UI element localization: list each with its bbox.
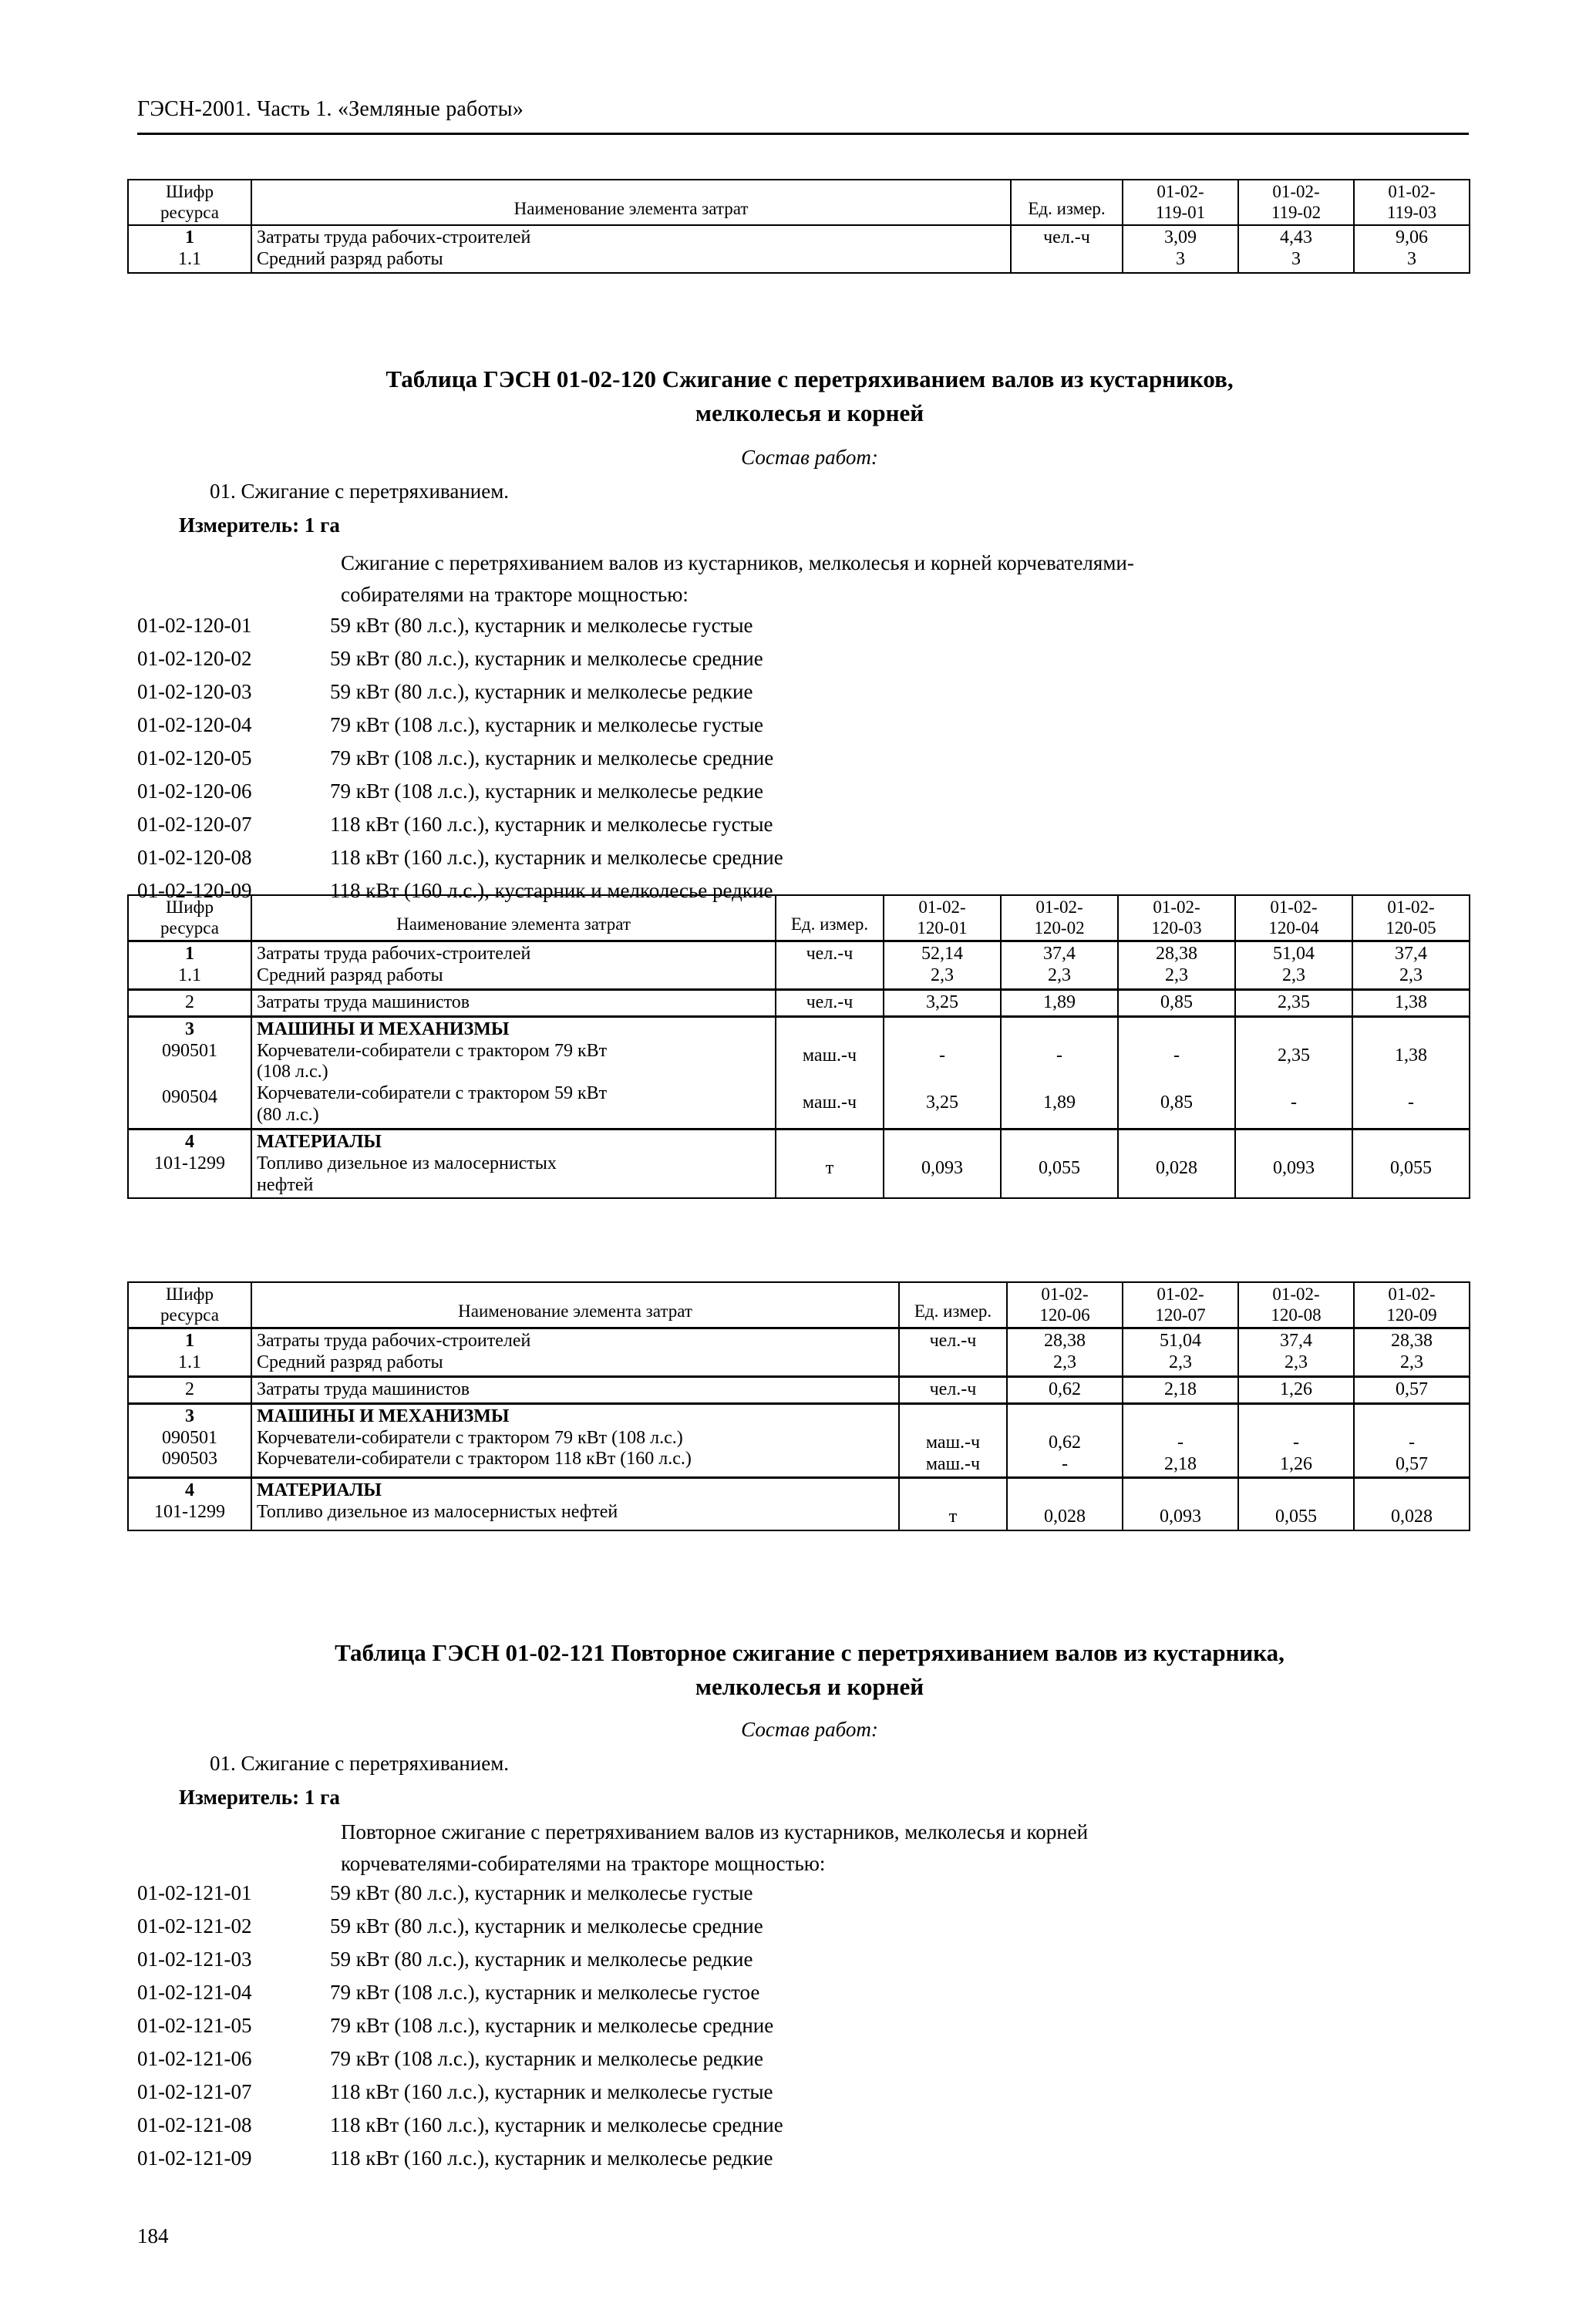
item-desc: 118 кВт (160 л.с.), кустарник и мелколесье редкие: [330, 2146, 773, 2170]
item-code: 01-02-121-09: [137, 2146, 252, 2170]
cell-resource-code: 3 090501 090504: [128, 1016, 251, 1129]
th-resource-code: Шифр ресурса: [128, 895, 251, 941]
table-row-labour: [128, 1328, 1470, 1377]
cell-value: 3,25: [884, 990, 1001, 1017]
item-desc: 79 кВт (108 л.с.), кустарник и мелколесье средние: [330, 746, 774, 769]
item-code: 01-02-120-07: [137, 813, 252, 836]
section-lead-120: Сжигание с перетряхиванием валов из кустарников, мелколесья и корней корчевателями- собирателями на тракторе мощностью:: [341, 551, 1134, 607]
cell-value: 0,055: [1352, 1129, 1470, 1198]
sostav-rabot-label-121: Состав работ:: [741, 1718, 878, 1741]
item-desc: 118 кВт (160 л.с.), кустарник и мелколесье средние: [330, 2113, 783, 2136]
list-item: [137, 614, 783, 647]
machine-name: Корчеватели-собиратели с трактором 59 кВт: [257, 1083, 608, 1104]
cell-element-name: [251, 1403, 899, 1478]
cell-value: - 2,18: [1123, 1403, 1238, 1478]
th-unit: Ед. измер.: [899, 1282, 1007, 1328]
cell-resource-code: 4 101-1299: [128, 1129, 251, 1198]
item-code: 01-02-121-07: [137, 2080, 252, 2103]
item-desc: 79 кВт (108 л.с.), кустарник и мелколесье редкие: [330, 779, 763, 803]
th-norm-col-0: 01-02- 119-01: [1123, 180, 1238, 225]
list-item: [137, 1914, 783, 1948]
cell-resource-code: 4 101-1299: [128, 1478, 251, 1530]
th-element-name: Наименование элемента затрат: [251, 895, 776, 941]
cell-element-name: Затраты труда машинистов: [251, 990, 776, 1017]
th-norm-col-3: 01-02- 120-09: [1354, 1282, 1470, 1328]
cell-value: 0,62: [1007, 1377, 1123, 1404]
cell-unit: чел.-ч: [899, 1328, 1007, 1377]
cell-value: 1,26: [1238, 1377, 1354, 1404]
cell-value: 4,43 3: [1238, 225, 1354, 273]
cell-element-name: Затраты труда рабочих-строителей Средний разряд работы: [251, 1328, 899, 1377]
th-norm-col-2: 01-02- 120-08: [1238, 1282, 1354, 1328]
item-desc: 59 кВт (80 л.с.), кустарник и мелколесье густые: [330, 614, 753, 637]
cell-resource-code: 2: [128, 990, 251, 1017]
th-norm-col-1: 01-02- 120-02: [1001, 895, 1118, 941]
cell-element-name: [251, 1478, 899, 1530]
cell-value: 1,38: [1352, 990, 1470, 1017]
list-item: [137, 713, 783, 746]
cell-value: 0,055: [1001, 1129, 1118, 1198]
table-row: [128, 225, 1470, 273]
list-item: [137, 746, 783, 779]
table-row-materials-group: [128, 1129, 1470, 1198]
th-norm-col-2: 01-02- 119-03: [1354, 180, 1470, 225]
th-resource-code: Шифр ресурса: [128, 180, 251, 225]
th-element-name: Наименование элемента затрат: [251, 180, 1011, 225]
item-code: 01-02-121-01: [137, 1881, 252, 1904]
list-item: [137, 846, 783, 879]
cell-value: 2,18: [1123, 1377, 1238, 1404]
cell-value: 37,4 2,3: [1238, 1328, 1354, 1377]
izmeritel-121: Измеритель: 1 га: [179, 1786, 340, 1809]
item-desc: 59 кВт (80 л.с.), кустарник и мелколесье редкие: [330, 680, 753, 703]
item-code: 01-02-121-08: [137, 2113, 252, 2136]
table-row-labour: [128, 941, 1470, 990]
machine-name: Корчеватели-собиратели с трактором 79 кВт: [257, 1040, 608, 1061]
sostav-rabot-label-120: Состав работ:: [741, 446, 878, 469]
resource-table-120-a: [127, 894, 1470, 1199]
cell-value: - 0,57: [1354, 1403, 1470, 1478]
table-row-machines-group: [128, 1016, 1470, 1129]
cell-value: 0,85: [1118, 990, 1235, 1017]
machine-name-2: (108 л.с.): [257, 1062, 328, 1082]
item-desc: 59 кВт (80 л.с.), кустарник и мелколесье редкие: [330, 1948, 753, 1971]
cell-element-name: [251, 1129, 776, 1198]
item-code: 01-02-120-02: [137, 647, 252, 670]
list-item: [137, 647, 783, 680]
item-desc: 79 кВт (108 л.с.), кустарник и мелколесье густые: [330, 713, 763, 736]
th-norm-col-0: 01-02- 120-01: [884, 895, 1001, 941]
cell-value: 0,093: [1235, 1129, 1352, 1198]
item-code: 01-02-121-02: [137, 1914, 252, 1938]
cell-unit: т: [899, 1478, 1007, 1530]
list-item: [137, 1948, 783, 1981]
cell-element-name: Затраты труда машинистов: [251, 1377, 899, 1404]
cell-value: 2,35 -: [1235, 1016, 1352, 1129]
item-desc: 118 кВт (160 л.с.), кустарник и мелколесье редкие: [330, 879, 773, 902]
item-code: 01-02-120-01: [137, 614, 252, 637]
item-desc: 79 кВт (108 л.с.), кустарник и мелколесье густое: [330, 1981, 760, 2004]
item-code: 01-02-121-06: [137, 2047, 252, 2070]
cell-element-name: [251, 1016, 776, 1129]
cell-unit: чел.-ч: [1011, 225, 1123, 273]
machine-name-2: (80 л.с.): [257, 1105, 319, 1126]
group-label-materials: МАТЕРИАЛЫ: [257, 1131, 382, 1152]
cell-unit: т: [776, 1129, 884, 1198]
cell-unit: маш.-ч маш.-ч: [899, 1403, 1007, 1478]
cell-value: 0,055: [1238, 1478, 1354, 1530]
th-norm-col-2: 01-02- 120-03: [1118, 895, 1235, 941]
material-name: Топливо дизельное из малосернистых: [257, 1153, 557, 1173]
item-code: 01-02-121-05: [137, 2014, 252, 2037]
item-code: 01-02-120-09: [137, 879, 252, 902]
list-item: [137, 779, 783, 813]
machine-name: Корчеватели-собиратели с трактором 79 кВт (108 л.с.): [257, 1427, 683, 1448]
item-code: 01-02-120-06: [137, 779, 252, 803]
item-code: 01-02-120-04: [137, 713, 252, 736]
item-desc: 79 кВт (108 л.с.), кустарник и мелколесье средние: [330, 2014, 774, 2037]
item-code: 01-02-120-03: [137, 680, 252, 703]
cell-resource-code: 1 1.1: [128, 1328, 251, 1377]
th-unit: Ед. измер.: [1011, 180, 1123, 225]
cell-value: 0,028: [1118, 1129, 1235, 1198]
table-header-row: [128, 1282, 1470, 1328]
cell-unit: чел.-ч: [776, 990, 884, 1017]
list-item: [137, 1981, 783, 2014]
item-code: 01-02-120-08: [137, 846, 252, 869]
th-norm-col-4: 01-02- 120-05: [1352, 895, 1470, 941]
cell-unit: чел.-ч: [776, 941, 884, 990]
code-list-121: [137, 1881, 783, 2180]
code-list-120: [137, 614, 783, 912]
item-desc: 79 кВт (108 л.с.), кустарник и мелколесье редкие: [330, 2047, 763, 2070]
work-item-121: 01. Сжигание с перетряхиванием.: [210, 1752, 510, 1775]
cell-value: 1,38 -: [1352, 1016, 1470, 1129]
cell-value: - 1,89: [1001, 1016, 1118, 1129]
list-item: [137, 2080, 783, 2113]
cell-unit: чел.-ч: [899, 1377, 1007, 1404]
item-desc: 118 кВт (160 л.с.), кустарник и мелколесье густые: [330, 813, 773, 836]
material-name-2: нефтей: [257, 1174, 314, 1195]
cell-resource-code: 3 090501 090503: [128, 1403, 251, 1478]
resource-table-120-b: [127, 1281, 1470, 1531]
cell-resource-code: 1 1.1: [128, 225, 251, 273]
cell-value: 0,093: [884, 1129, 1001, 1198]
group-label-machines: МАШИНЫ И МЕХАНИЗМЫ: [257, 1406, 510, 1426]
cell-value: - 3,25: [884, 1016, 1001, 1129]
page-number: 184: [137, 2224, 169, 2247]
cell-value: 28,38 2,3: [1118, 941, 1235, 990]
list-item: [137, 680, 783, 713]
th-norm-col-3: 01-02- 120-04: [1235, 895, 1352, 941]
item-desc: 59 кВт (80 л.с.), кустарник и мелколесье средние: [330, 647, 763, 670]
table-row-machinists: [128, 1377, 1470, 1404]
cell-value: 37,4 2,3: [1352, 941, 1470, 990]
work-item-120: 01. Сжигание с перетряхиванием.: [210, 480, 510, 503]
cell-resource-code: 1 1.1: [128, 941, 251, 990]
resource-table-119: [127, 179, 1470, 274]
section-lead-121: Повторное сжигание с перетряхиванием валов из кустарников, мелколесья и корней корчевателями-собирателями на тракторе мощностью:: [341, 1820, 1089, 1876]
machine-name: Корчеватели-собиратели с трактором 118 кВт (160 л.с.): [257, 1449, 692, 1470]
group-label-machines: МАШИНЫ И МЕХАНИЗМЫ: [257, 1018, 510, 1039]
item-desc: 118 кВт (160 л.с.), кустарник и мелколесье густые: [330, 2080, 773, 2103]
cell-value: 0,62 -: [1007, 1403, 1123, 1478]
item-code: 01-02-121-04: [137, 1981, 252, 2004]
list-item: [137, 813, 783, 846]
th-norm-col-1: 01-02- 120-07: [1123, 1282, 1238, 1328]
cell-value: - 0,85: [1118, 1016, 1235, 1129]
th-resource-code: Шифр ресурса: [128, 1282, 251, 1328]
cell-value: 3,09 3: [1123, 225, 1238, 273]
item-desc: 118 кВт (160 л.с.), кустарник и мелколесье средние: [330, 846, 783, 869]
item-code: 01-02-120-05: [137, 746, 252, 769]
cell-value: 0,028: [1007, 1478, 1123, 1530]
cell-element-name: Затраты труда рабочих-строителей Средний разряд работы: [251, 941, 776, 990]
group-label-materials: МАТЕРИАЛЫ: [257, 1480, 382, 1501]
cell-resource-code: 2: [128, 1377, 251, 1404]
table-header-row: [128, 895, 1470, 941]
section-title-121: Таблица ГЭСН 01-02-121 Повторное сжигание с перетряхиванием валов из кустарника, мелколесья и корней: [335, 1639, 1285, 1701]
list-item: [137, 2113, 783, 2146]
running-header: ГЭСН-2001. Часть 1. «Земляные работы»: [137, 97, 524, 121]
material-name: Топливо дизельное из малосернистых нефтей: [257, 1502, 618, 1523]
cell-value: 2,35: [1235, 990, 1352, 1017]
izmeritel-120: Измеритель: 1 га: [179, 513, 340, 537]
table-header-row: [128, 180, 1470, 225]
th-norm-col-1: 01-02- 119-02: [1238, 180, 1354, 225]
cell-value: 51,04 2,3: [1235, 941, 1352, 990]
cell-value: 0,57: [1354, 1377, 1470, 1404]
table-row-machinists: [128, 990, 1470, 1017]
cell-value: 0,093: [1123, 1478, 1238, 1530]
table-row-materials-group: [128, 1478, 1470, 1530]
header-rule: [137, 133, 1469, 135]
list-item: [137, 1881, 783, 1914]
cell-value: 52,14 2,3: [884, 941, 1001, 990]
th-element-name: Наименование элемента затрат: [251, 1282, 899, 1328]
item-desc: 59 кВт (80 л.с.), кустарник и мелколесье средние: [330, 1914, 763, 1938]
item-desc: 59 кВт (80 л.с.), кустарник и мелколесье густые: [330, 1881, 753, 1904]
cell-value: 9,06 3: [1354, 225, 1470, 273]
cell-value: 0,028: [1354, 1478, 1470, 1530]
cell-value: 28,38 2,3: [1007, 1328, 1123, 1377]
cell-value: 37,4 2,3: [1001, 941, 1118, 990]
cell-value: - 1,26: [1238, 1403, 1354, 1478]
th-unit: Ед. измер.: [776, 895, 884, 941]
cell-value: 51,04 2,3: [1123, 1328, 1238, 1377]
section-title-120: Таблица ГЭСН 01-02-120 Сжигание с перетряхиванием валов из кустарников, мелколесья и корней: [386, 365, 1234, 427]
cell-element-name: Затраты труда рабочих-строителей Средний разряд работы: [251, 225, 1011, 273]
list-item: [137, 2047, 783, 2080]
list-item: [137, 2014, 783, 2047]
item-code: 01-02-121-03: [137, 1948, 252, 1971]
cell-value: 28,38 2,3: [1354, 1328, 1470, 1377]
table-row-machines-group: [128, 1403, 1470, 1478]
cell-value: 1,89: [1001, 990, 1118, 1017]
list-item: [137, 2146, 783, 2180]
cell-unit: маш.-ч маш.-ч: [776, 1016, 884, 1129]
th-norm-col-0: 01-02- 120-06: [1007, 1282, 1123, 1328]
